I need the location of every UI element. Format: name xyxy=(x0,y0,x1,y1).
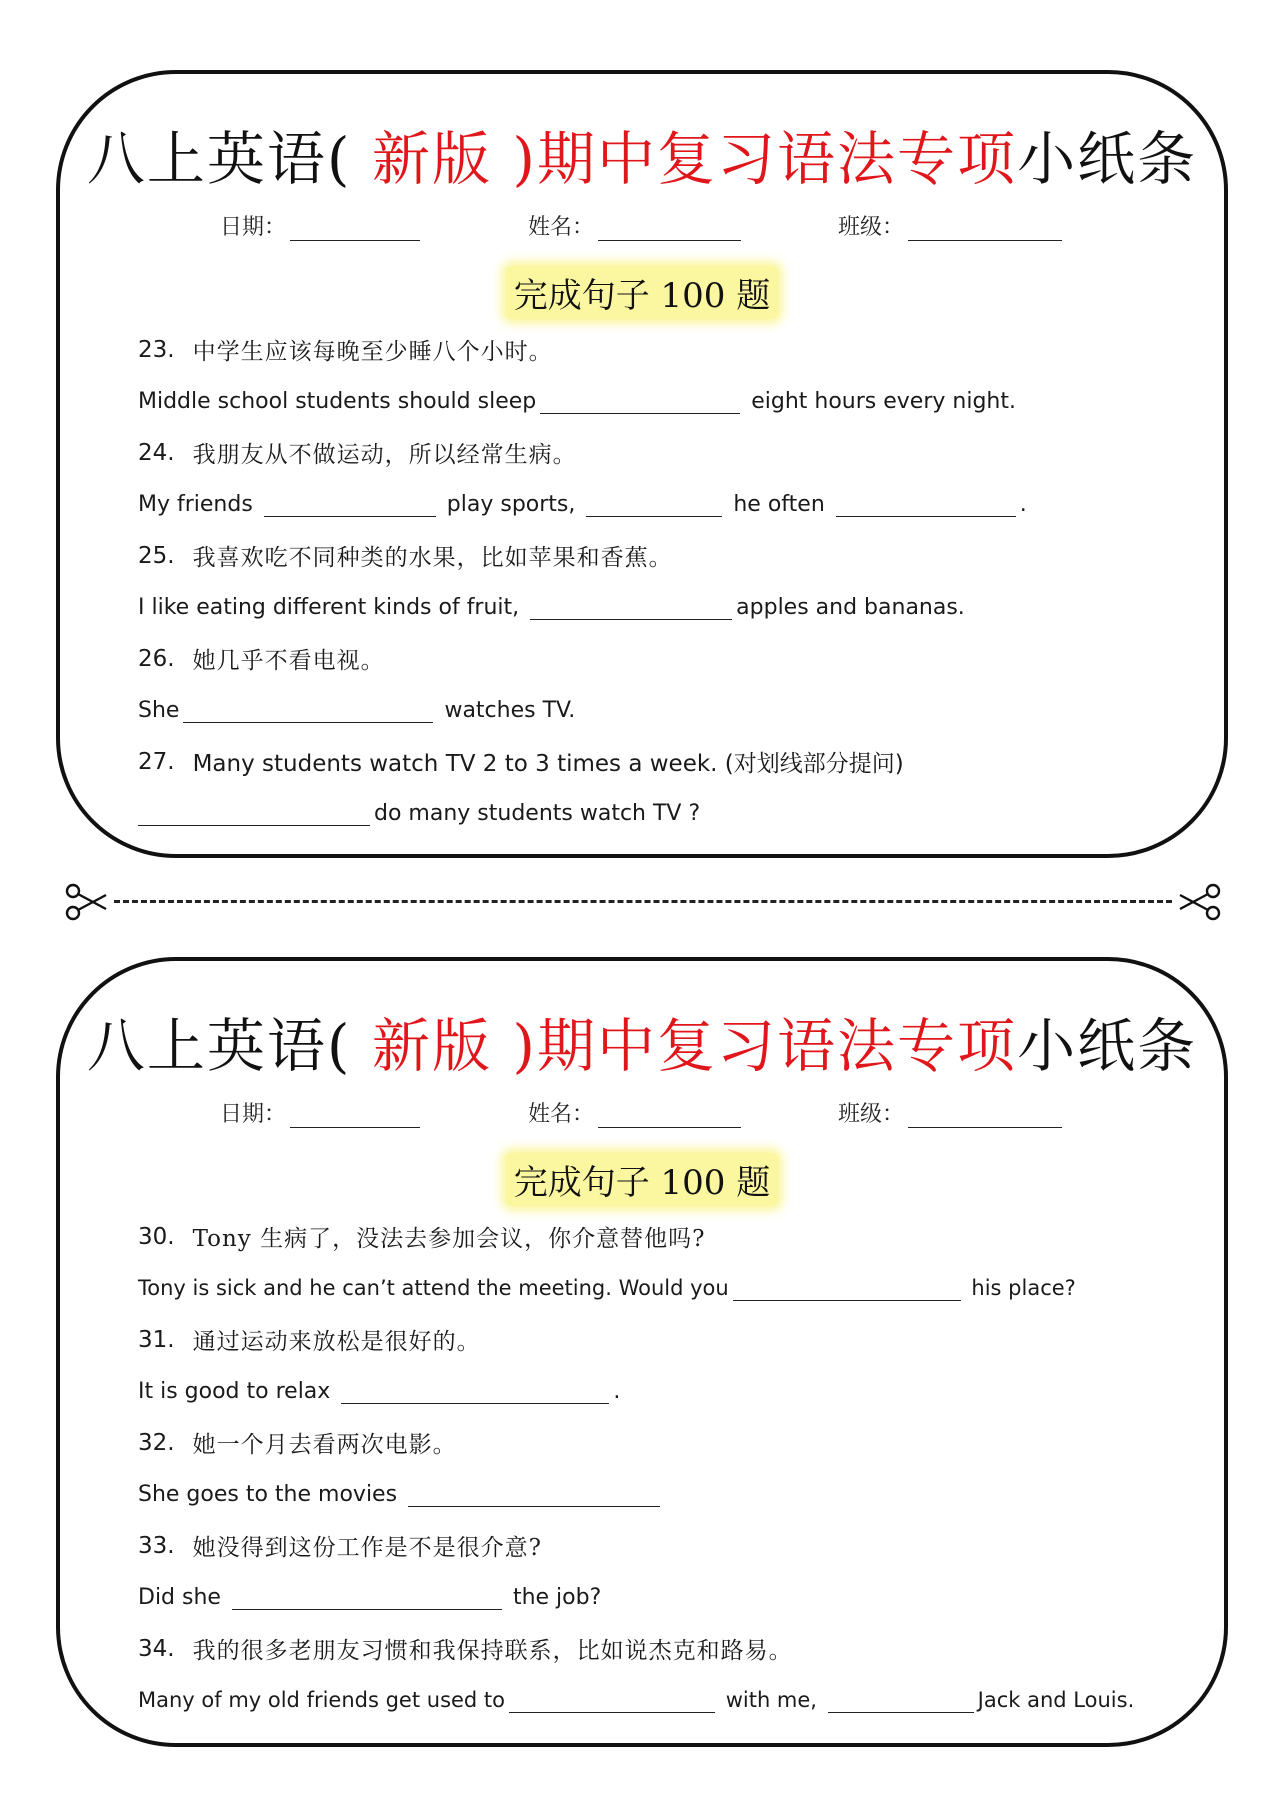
question-number: 27. xyxy=(138,748,175,775)
answer-blank[interactable] xyxy=(540,388,740,414)
question-text: . xyxy=(613,1378,621,1404)
class-field[interactable] xyxy=(838,1097,1062,1128)
class-blank[interactable] xyxy=(908,219,1062,241)
question-text: do many students watch TV ? xyxy=(374,800,701,826)
name-label: 姓名： xyxy=(528,215,595,240)
question-item xyxy=(138,324,1174,427)
answer-blank[interactable] xyxy=(733,1275,961,1301)
question-text: Did she xyxy=(138,1584,228,1610)
question-text: . xyxy=(1019,491,1027,517)
answer-blank[interactable] xyxy=(138,800,370,826)
question-chinese: Tony 生病了，没法去参加会议，你介意替他吗? xyxy=(192,1226,706,1253)
name-blank[interactable] xyxy=(598,1106,741,1128)
question-item xyxy=(138,1520,1174,1623)
answer-blank[interactable] xyxy=(408,1481,660,1507)
date-label: 日期： xyxy=(220,1102,287,1127)
question-text: with me, xyxy=(719,1688,824,1713)
question-number: 24. xyxy=(138,439,175,466)
class-field[interactable] xyxy=(838,210,1062,241)
question-chinese: 我朋友从不做运动，所以经常生病。 xyxy=(192,442,577,469)
question-text: Tony is sick and he can’t attend the meeting. Would you xyxy=(138,1276,729,1301)
question-chinese: 她几乎不看电视。 xyxy=(192,648,385,675)
question-number: 25. xyxy=(138,542,175,569)
question-chinese: 中学生应该每晚至少睡八个小时。 xyxy=(192,339,553,366)
question-number: 34. xyxy=(138,1635,175,1662)
question-text: Jack and Louis. xyxy=(977,1688,1135,1713)
question-text: It is good to relax xyxy=(138,1378,338,1404)
dashed-line xyxy=(114,900,1172,903)
question-chinese: 通过运动来放松是很好的。 xyxy=(192,1329,481,1356)
name-blank[interactable] xyxy=(598,219,741,241)
question-chinese: 她没得到这份工作是不是很介意? xyxy=(192,1535,542,1562)
title-red: 新版 )期中复习语法专项 xyxy=(351,1012,1018,1080)
question-chinese: 她一个月去看两次电影。 xyxy=(192,1432,457,1459)
question-item xyxy=(138,633,1174,736)
question-item xyxy=(138,1623,1174,1726)
question-text: the job? xyxy=(505,1584,602,1610)
review-card xyxy=(56,957,1228,1747)
title-red: 新版 )期中复习语法专项 xyxy=(351,125,1018,193)
question-chinese: Many students watch TV 2 to 3 times a week. (对划线部分提问) xyxy=(192,751,904,778)
question-number: 30. xyxy=(138,1223,175,1250)
name-label: 姓名： xyxy=(528,1102,595,1127)
info-row xyxy=(60,1097,1224,1131)
scissors-icon xyxy=(64,882,108,922)
answer-blank[interactable] xyxy=(232,1584,502,1610)
section-subtitle: 完成句子 100 题 xyxy=(506,266,779,319)
answer-blank[interactable] xyxy=(586,491,722,517)
card-title xyxy=(60,999,1224,1083)
question-list xyxy=(138,324,1174,839)
cut-line xyxy=(64,876,1222,926)
name-field[interactable] xyxy=(528,1097,741,1128)
question-item xyxy=(138,427,1174,530)
question-text: his place? xyxy=(964,1276,1076,1301)
question-item xyxy=(138,736,1174,839)
question-text: watches TV. xyxy=(437,697,576,723)
question-chinese: 我喜欢吃不同种类的水果，比如苹果和香蕉。 xyxy=(192,545,673,572)
class-label: 班级： xyxy=(838,215,905,240)
question-item xyxy=(138,1314,1174,1417)
question-item xyxy=(138,530,1174,633)
answer-blank[interactable] xyxy=(264,491,436,517)
date-field[interactable] xyxy=(220,1097,420,1128)
question-number: 23. xyxy=(138,336,175,363)
title-prefix: 八上英语( xyxy=(86,125,352,193)
date-field[interactable] xyxy=(220,210,420,241)
review-card xyxy=(56,70,1228,858)
question-number: 31. xyxy=(138,1326,175,1353)
question-item xyxy=(138,1417,1174,1520)
answer-blank[interactable] xyxy=(183,697,433,723)
scissors-icon xyxy=(1178,882,1222,922)
date-blank[interactable] xyxy=(290,1106,420,1128)
date-blank[interactable] xyxy=(290,219,420,241)
question-text: play sports, xyxy=(439,491,583,517)
question-list xyxy=(138,1211,1174,1726)
info-row xyxy=(60,210,1224,244)
question-number: 26. xyxy=(138,645,175,672)
answer-blank[interactable] xyxy=(836,491,1016,517)
answer-blank[interactable] xyxy=(509,1687,715,1713)
card-title xyxy=(60,112,1224,196)
question-text: he often xyxy=(726,491,832,517)
section-subtitle: 完成句子 100 题 xyxy=(506,1153,779,1206)
title-prefix: 八上英语( xyxy=(86,1012,352,1080)
question-text: She goes to the movies xyxy=(138,1481,405,1507)
question-text: She xyxy=(138,697,180,723)
question-number: 32. xyxy=(138,1429,175,1456)
question-number: 33. xyxy=(138,1532,175,1559)
question-text: Many of my old friends get used to xyxy=(138,1688,506,1713)
question-text: I like eating different kinds of fruit, xyxy=(138,594,527,620)
date-label: 日期： xyxy=(220,215,287,240)
question-text: eight hours every night. xyxy=(744,388,1016,414)
question-text: My friends xyxy=(138,491,260,517)
name-field[interactable] xyxy=(528,210,741,241)
class-blank[interactable] xyxy=(908,1106,1062,1128)
class-label: 班级： xyxy=(838,1102,905,1127)
title-suffix: 小纸条 xyxy=(1017,125,1198,193)
question-text: apples and bananas. xyxy=(736,594,965,620)
answer-blank[interactable] xyxy=(530,594,732,620)
question-chinese: 我的很多老朋友习惯和我保持联系，比如说杰克和路易。 xyxy=(192,1638,793,1665)
answer-blank[interactable] xyxy=(341,1378,609,1404)
answer-blank[interactable] xyxy=(828,1687,974,1713)
question-text: Middle school students should sleep xyxy=(138,388,537,414)
title-suffix: 小纸条 xyxy=(1017,1012,1198,1080)
question-item xyxy=(138,1211,1174,1314)
